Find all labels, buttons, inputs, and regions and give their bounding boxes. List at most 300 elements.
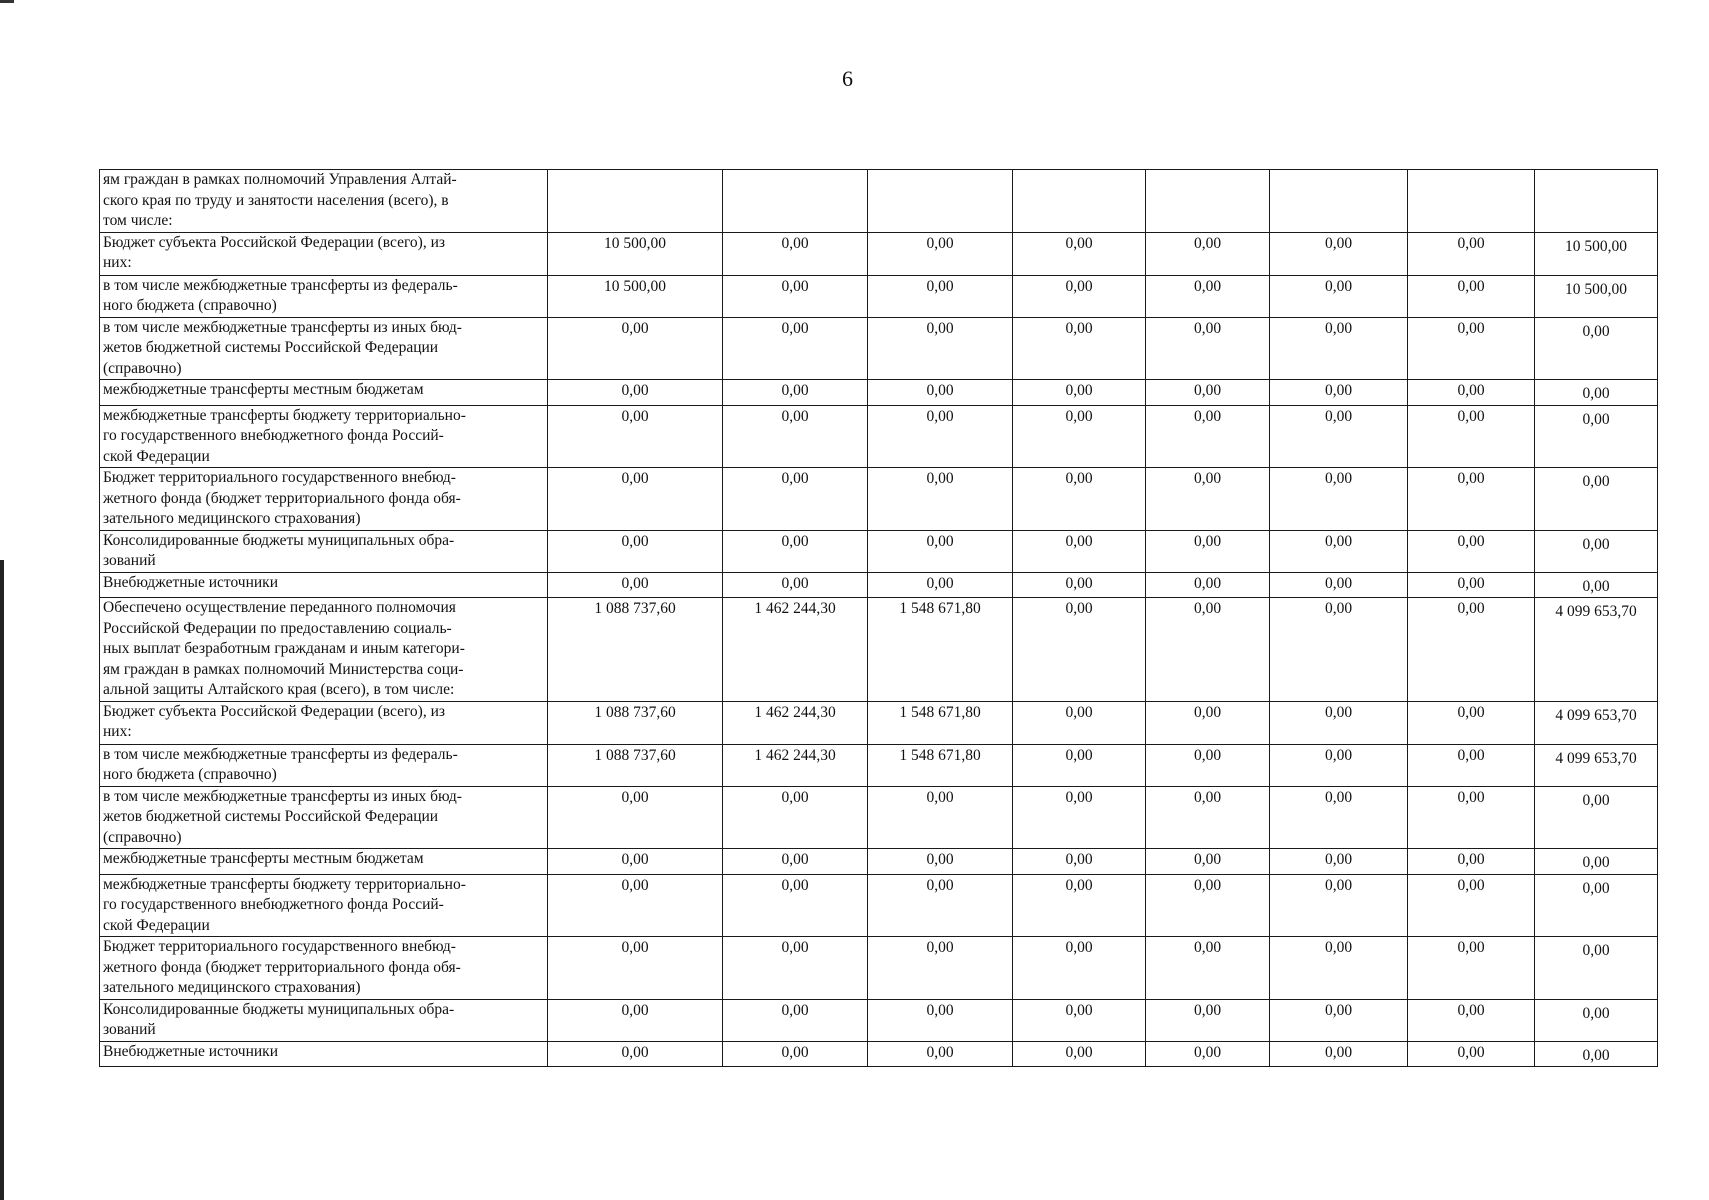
cell-value: 0,00 xyxy=(1065,1001,1093,1019)
row-label: Бюджет субъекта Российской Федерации (всего), из них: xyxy=(103,233,445,271)
table-row xyxy=(100,232,1658,275)
cell-value: 0,00 xyxy=(621,1043,649,1061)
cell-value: 10 500,00 xyxy=(604,277,666,295)
value-cell xyxy=(723,937,868,1000)
cell-value: 0,00 xyxy=(1457,574,1485,592)
value-cell xyxy=(548,275,723,317)
cell-value: 0,00 xyxy=(1065,470,1093,487)
table-row xyxy=(100,701,1658,744)
value-cell xyxy=(548,317,723,380)
table-row xyxy=(100,1041,1658,1067)
scan-artifact-top xyxy=(0,0,14,3)
table-row xyxy=(100,598,1658,702)
row-label-cell xyxy=(100,275,548,317)
value-cell xyxy=(1013,598,1146,702)
cell-value: 0,00 xyxy=(781,876,809,894)
value-cell xyxy=(1146,317,1270,380)
value-cell xyxy=(723,849,868,875)
cell-value: 0,00 xyxy=(1193,1001,1222,1019)
cell-value: 0,00 xyxy=(781,407,809,425)
value-cell xyxy=(548,468,723,531)
value-cell xyxy=(723,786,868,849)
cell-value: 0,00 xyxy=(1457,600,1485,617)
cell-value: 1 462 244,30 xyxy=(754,600,836,617)
cell-value: 0,00 xyxy=(1582,322,1610,340)
value-cell xyxy=(1146,874,1270,937)
value-cell xyxy=(723,572,868,598)
cell-value: 0,00 xyxy=(1324,851,1353,868)
row-label: Бюджет субъекта Российской Федерации (всего), из них: xyxy=(103,702,445,740)
table-row xyxy=(100,744,1658,786)
value-cell xyxy=(548,849,723,875)
value-cell xyxy=(1013,170,1146,233)
value-cell xyxy=(1013,744,1146,786)
cell-value: 0,00 xyxy=(1324,939,1353,956)
value-cell xyxy=(723,170,868,233)
row-label: в том числе межбюджетные трансферты из иных бюд- жетов бюджетной системы Российской Федерации (справочно) xyxy=(103,318,462,377)
cell-value: 0,00 xyxy=(1193,470,1222,487)
row-label-cell xyxy=(100,598,548,702)
value-cell xyxy=(1013,701,1146,744)
value-cell xyxy=(1146,275,1270,317)
row-label-cell xyxy=(100,572,548,598)
cell-value: 1 088 737,60 xyxy=(594,600,676,617)
budget-table-body xyxy=(100,170,1658,1067)
table-row xyxy=(100,170,1658,233)
table-row xyxy=(100,849,1658,875)
value-cell xyxy=(1408,937,1535,1000)
cell-value: 0,00 xyxy=(1457,470,1485,487)
value-cell xyxy=(1408,701,1535,744)
cell-value: 0,00 xyxy=(1193,407,1222,425)
cell-value: 0,00 xyxy=(1457,788,1485,806)
value-cell xyxy=(1013,468,1146,531)
cell-value: 1 088 737,60 xyxy=(594,746,676,764)
value-cell xyxy=(1408,405,1535,468)
value-cell xyxy=(1013,405,1146,468)
cell-value: 0,00 xyxy=(1457,532,1485,550)
cell-value: 0,00 xyxy=(1457,746,1485,764)
value-cell xyxy=(1146,744,1270,786)
cell-value: 0,00 xyxy=(1324,1001,1353,1019)
value-cell xyxy=(1408,1041,1535,1067)
value-cell xyxy=(868,317,1013,380)
value-cell xyxy=(1013,275,1146,317)
value-cell xyxy=(868,405,1013,468)
value-cell xyxy=(1270,874,1408,937)
cell-value: 0,00 xyxy=(621,788,649,806)
value-cell xyxy=(548,937,723,1000)
cell-value: 0,00 xyxy=(621,1001,649,1019)
value-cell xyxy=(868,937,1013,1000)
value-cell xyxy=(723,701,868,744)
value-cell xyxy=(1408,874,1535,937)
table-row xyxy=(100,405,1658,468)
cell-value: 0,00 xyxy=(1065,851,1093,868)
table-row xyxy=(100,572,1658,598)
row-label: Консолидированные бюджеты муниципальных обра- зований xyxy=(103,531,455,569)
cell-value: 1 548 671,80 xyxy=(899,703,981,721)
cell-value: 0,00 xyxy=(1324,574,1353,592)
cell-value: 0,00 xyxy=(781,532,809,550)
cell-value: 0,00 xyxy=(781,939,809,956)
total-value-cell xyxy=(1535,744,1658,786)
cell-value: 0,00 xyxy=(1324,382,1353,399)
value-cell xyxy=(1013,786,1146,849)
budget-table xyxy=(99,169,1658,1067)
cell-value: 0,00 xyxy=(1324,788,1353,806)
value-cell xyxy=(1146,572,1270,598)
table-row xyxy=(100,874,1658,937)
cell-value: 0,00 xyxy=(1582,410,1610,428)
table-row xyxy=(100,380,1658,406)
cell-value: 0,00 xyxy=(781,851,809,868)
cell-value: 0,00 xyxy=(926,382,954,399)
value-cell xyxy=(1146,405,1270,468)
value-cell xyxy=(723,999,868,1041)
cell-value: 0,00 xyxy=(1065,600,1093,617)
value-cell xyxy=(1146,380,1270,406)
total-value-cell xyxy=(1535,849,1658,875)
cell-value: 0,00 xyxy=(1193,851,1222,868)
value-cell xyxy=(1146,1041,1270,1067)
cell-value: 0,00 xyxy=(1457,319,1485,337)
cell-value: 0,00 xyxy=(781,277,809,295)
value-cell xyxy=(1270,1041,1408,1067)
table-row xyxy=(100,999,1658,1041)
value-cell xyxy=(548,744,723,786)
cell-value: 1 548 671,80 xyxy=(899,746,981,764)
row-label-cell xyxy=(100,468,548,531)
scan-artifact-left-edge xyxy=(0,560,4,1200)
cell-value: 0,00 xyxy=(1065,876,1093,894)
value-cell xyxy=(1408,598,1535,702)
cell-value: 0,00 xyxy=(1457,277,1485,295)
row-label-cell xyxy=(100,170,548,233)
total-value-cell xyxy=(1535,874,1658,937)
cell-value: 0,00 xyxy=(1193,788,1222,806)
cell-value: 0,00 xyxy=(1324,470,1353,487)
cell-value: 0,00 xyxy=(1324,234,1353,252)
value-cell xyxy=(1408,468,1535,531)
cell-value: 10 500,00 xyxy=(1565,280,1627,298)
cell-value: 0,00 xyxy=(1582,385,1610,402)
cell-value: 0,00 xyxy=(1582,1004,1610,1022)
cell-value: 0,00 xyxy=(1582,791,1610,809)
cell-value: 0,00 xyxy=(1065,407,1093,425)
total-value-cell xyxy=(1535,598,1658,702)
cell-value: 1 548 671,80 xyxy=(899,600,981,617)
cell-value: 0,00 xyxy=(621,407,649,425)
cell-value: 0,00 xyxy=(1582,473,1610,490)
cell-value: 0,00 xyxy=(621,382,649,399)
value-cell xyxy=(1270,786,1408,849)
cell-value: 4 099 653,70 xyxy=(1555,603,1637,620)
row-label-cell xyxy=(100,701,548,744)
value-cell xyxy=(868,874,1013,937)
value-cell xyxy=(1013,874,1146,937)
cell-value: 0,00 xyxy=(926,788,954,806)
row-label: Бюджет территориального государственного внебюд- жетного фонда (бюджет территориального фонда обя- зательного медицинского страхования) xyxy=(103,938,461,996)
table-row xyxy=(100,468,1658,531)
row-label-cell xyxy=(100,317,548,380)
cell-value: 0,00 xyxy=(1582,879,1610,897)
value-cell xyxy=(1408,999,1535,1041)
value-cell xyxy=(1270,598,1408,702)
value-cell xyxy=(868,275,1013,317)
cell-value: 0,00 xyxy=(926,1001,954,1019)
value-cell xyxy=(868,572,1013,598)
cell-value: 10 500,00 xyxy=(1565,237,1627,255)
cell-value: 0,00 xyxy=(1324,532,1353,550)
row-label: Обеспечено осуществление переданного полномочия Российской Федерации по предоставлению социаль- ных выплат безработным гражданам и иным категори- ям граждан в рамках полномочий Министерства соци- альной защиты Алтайского края (всего), в том числе: xyxy=(103,599,465,698)
value-cell xyxy=(1146,530,1270,572)
cell-value: 0,00 xyxy=(1582,942,1610,959)
cell-value: 0,00 xyxy=(1193,600,1222,617)
value-cell xyxy=(723,598,868,702)
value-cell xyxy=(723,744,868,786)
row-label: в том числе межбюджетные трансферты из иных бюд- жетов бюджетной системы Российской Федерации (справочно) xyxy=(103,787,462,846)
cell-value: 0,00 xyxy=(781,1001,809,1019)
value-cell xyxy=(1013,317,1146,380)
row-label-cell xyxy=(100,380,548,406)
cell-value: 0,00 xyxy=(1065,574,1093,592)
cell-value: 0,00 xyxy=(1582,1046,1610,1064)
total-value-cell xyxy=(1535,468,1658,531)
value-cell xyxy=(1013,999,1146,1041)
value-cell xyxy=(723,1041,868,1067)
row-label: в том числе межбюджетные трансферты из федераль- ного бюджета (справочно) xyxy=(103,745,458,783)
total-value-cell xyxy=(1535,405,1658,468)
value-cell xyxy=(868,786,1013,849)
value-cell xyxy=(1408,380,1535,406)
row-label-cell xyxy=(100,999,548,1041)
value-cell xyxy=(1270,937,1408,1000)
cell-value: 0,00 xyxy=(926,532,954,550)
cell-value: 0,00 xyxy=(1065,746,1093,764)
cell-value: 0,00 xyxy=(621,470,649,487)
value-cell xyxy=(1146,701,1270,744)
row-label: Консолидированные бюджеты муниципальных обра- зований xyxy=(103,1000,455,1038)
cell-value: 0,00 xyxy=(926,470,954,487)
row-label-cell xyxy=(100,1041,548,1067)
row-label-cell xyxy=(100,937,548,1000)
total-value-cell xyxy=(1535,170,1658,233)
cell-value: 0,00 xyxy=(926,407,954,425)
value-cell xyxy=(1408,530,1535,572)
cell-value: 0,00 xyxy=(1324,319,1353,337)
value-cell xyxy=(1146,786,1270,849)
value-cell xyxy=(548,232,723,275)
value-cell xyxy=(723,530,868,572)
value-cell xyxy=(1408,170,1535,233)
value-cell xyxy=(723,874,868,937)
value-cell xyxy=(548,1041,723,1067)
value-cell xyxy=(868,598,1013,702)
cell-value: 0,00 xyxy=(1324,703,1353,721)
value-cell xyxy=(1270,744,1408,786)
value-cell xyxy=(548,701,723,744)
value-cell xyxy=(1270,849,1408,875)
cell-value: 0,00 xyxy=(926,876,954,894)
value-cell xyxy=(723,275,868,317)
cell-value: 0,00 xyxy=(1193,319,1222,337)
value-cell xyxy=(723,380,868,406)
value-cell xyxy=(723,468,868,531)
value-cell xyxy=(1408,275,1535,317)
value-cell xyxy=(868,849,1013,875)
cell-value: 0,00 xyxy=(926,574,954,592)
row-label: межбюджетные трансферты бюджету территориально- го государственного внебюджетного фонда Россий- ской Федерации xyxy=(103,875,466,934)
value-cell xyxy=(548,170,723,233)
value-cell xyxy=(1146,937,1270,1000)
value-cell xyxy=(548,572,723,598)
cell-value: 0,00 xyxy=(781,234,809,252)
value-cell xyxy=(1270,530,1408,572)
cell-value: 0,00 xyxy=(926,939,954,956)
value-cell xyxy=(723,232,868,275)
value-cell xyxy=(1013,380,1146,406)
cell-value: 0,00 xyxy=(1457,1043,1485,1061)
row-label-cell xyxy=(100,874,548,937)
cell-value: 1 088 737,60 xyxy=(594,703,676,721)
value-cell xyxy=(723,405,868,468)
cell-value: 0,00 xyxy=(1457,876,1485,894)
cell-value: 0,00 xyxy=(781,470,809,487)
value-cell xyxy=(548,999,723,1041)
cell-value: 0,00 xyxy=(1324,600,1353,617)
value-cell xyxy=(1408,317,1535,380)
cell-value: 0,00 xyxy=(1582,854,1610,871)
total-value-cell xyxy=(1535,275,1658,317)
value-cell xyxy=(548,380,723,406)
cell-value: 0,00 xyxy=(1324,407,1353,425)
value-cell xyxy=(1408,572,1535,598)
row-label-cell xyxy=(100,786,548,849)
value-cell xyxy=(548,530,723,572)
row-label: Внебюджетные источники xyxy=(103,1042,279,1060)
cell-value: 0,00 xyxy=(1065,319,1093,337)
total-value-cell xyxy=(1535,572,1658,598)
cell-value: 0,00 xyxy=(1193,277,1222,295)
value-cell xyxy=(1270,170,1408,233)
value-cell xyxy=(1146,468,1270,531)
total-value-cell xyxy=(1535,232,1658,275)
cell-value: 0,00 xyxy=(1324,1043,1353,1061)
cell-value: 0,00 xyxy=(781,319,809,337)
cell-value: 0,00 xyxy=(621,851,649,868)
value-cell xyxy=(1270,275,1408,317)
cell-value: 0,00 xyxy=(1457,939,1485,956)
cell-value: 0,00 xyxy=(1324,876,1353,894)
page-number: 6 xyxy=(842,66,853,91)
value-cell xyxy=(1013,530,1146,572)
value-cell xyxy=(1408,744,1535,786)
table-row xyxy=(100,275,1658,317)
cell-value: 0,00 xyxy=(926,234,954,252)
table-row xyxy=(100,317,1658,380)
value-cell xyxy=(548,598,723,702)
cell-value: 0,00 xyxy=(1193,234,1222,252)
cell-value: 0,00 xyxy=(781,788,809,806)
value-cell xyxy=(1270,405,1408,468)
value-cell xyxy=(1146,232,1270,275)
cell-value: 0,00 xyxy=(1457,382,1485,399)
cell-value: 0,00 xyxy=(1193,703,1222,721)
value-cell xyxy=(1270,380,1408,406)
cell-value: 0,00 xyxy=(1193,574,1222,592)
value-cell xyxy=(723,317,868,380)
cell-value: 0,00 xyxy=(1193,876,1222,894)
value-cell xyxy=(868,468,1013,531)
cell-value: 0,00 xyxy=(781,574,809,592)
cell-value: 0,00 xyxy=(1457,703,1485,721)
cell-value: 0,00 xyxy=(1193,532,1222,550)
cell-value: 0,00 xyxy=(1065,939,1093,956)
total-value-cell xyxy=(1535,937,1658,1000)
row-label: межбюджетные трансферты местным бюджетам xyxy=(103,850,424,867)
value-cell xyxy=(1013,232,1146,275)
value-cell xyxy=(1408,849,1535,875)
cell-value: 0,00 xyxy=(781,382,809,399)
value-cell xyxy=(1270,999,1408,1041)
value-cell xyxy=(1013,937,1146,1000)
value-cell xyxy=(1408,786,1535,849)
cell-value: 0,00 xyxy=(926,1043,954,1061)
value-cell xyxy=(1013,849,1146,875)
value-cell xyxy=(1270,572,1408,598)
cell-value: 1 462 244,30 xyxy=(754,746,836,764)
table-row xyxy=(100,786,1658,849)
cell-value: 0,00 xyxy=(1065,382,1093,399)
cell-value: 0,00 xyxy=(1582,577,1610,595)
total-value-cell xyxy=(1535,786,1658,849)
value-cell xyxy=(1408,232,1535,275)
cell-value: 4 099 653,70 xyxy=(1555,706,1637,724)
table-row xyxy=(100,530,1658,572)
value-cell xyxy=(548,405,723,468)
cell-value: 1 462 244,30 xyxy=(754,703,836,721)
cell-value: 0,00 xyxy=(1457,234,1485,252)
row-label: Внебюджетные источники xyxy=(103,573,279,591)
value-cell xyxy=(1013,572,1146,598)
cell-value: 0,00 xyxy=(1193,382,1222,399)
total-value-cell xyxy=(1535,317,1658,380)
cell-value: 0,00 xyxy=(1582,535,1610,553)
value-cell xyxy=(868,232,1013,275)
cell-value: 0,00 xyxy=(621,574,649,592)
value-cell xyxy=(1146,170,1270,233)
value-cell xyxy=(868,380,1013,406)
cell-value: 10 500,00 xyxy=(604,234,666,252)
cell-value: 0,00 xyxy=(1065,532,1093,550)
cell-value: 0,00 xyxy=(1065,234,1093,252)
value-cell xyxy=(1270,232,1408,275)
cell-value: 0,00 xyxy=(926,319,954,337)
cell-value: 0,00 xyxy=(1065,703,1093,721)
cell-value: 0,00 xyxy=(1193,1043,1222,1061)
value-cell xyxy=(1270,468,1408,531)
value-cell xyxy=(868,530,1013,572)
cell-value: 0,00 xyxy=(926,851,954,868)
total-value-cell xyxy=(1535,380,1658,406)
cell-value: 0,00 xyxy=(1457,407,1485,425)
cell-value: 0,00 xyxy=(781,1043,809,1061)
value-cell xyxy=(1146,999,1270,1041)
value-cell xyxy=(868,701,1013,744)
value-cell xyxy=(548,874,723,937)
cell-value: 4 099 653,70 xyxy=(1555,749,1637,767)
